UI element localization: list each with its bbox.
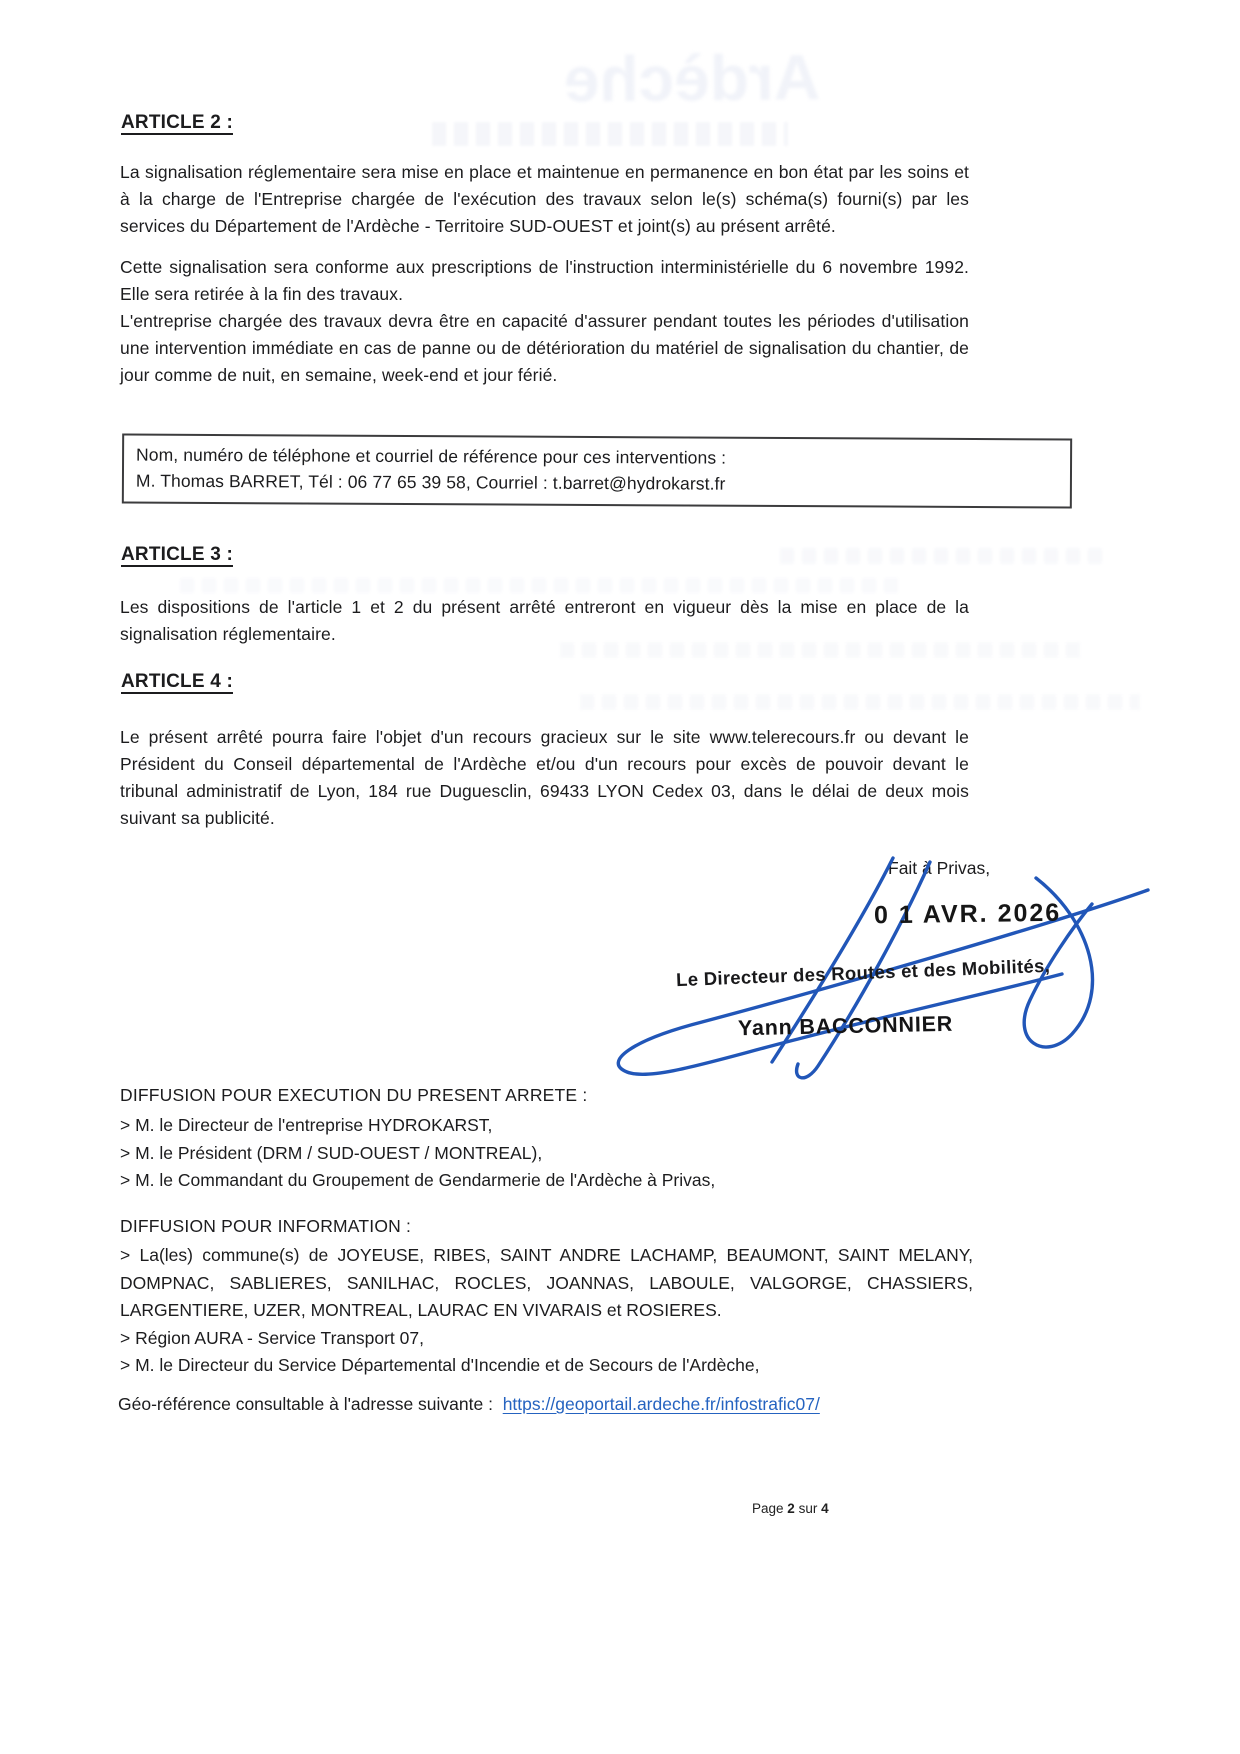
diffusion-execution-item: > M. le Président (DRM / SUD-OUEST / MONTREAL), xyxy=(120,1142,543,1163)
diffusion-execution-item: > M. le Commandant du Groupement de Gendarmerie de l'Ardèche à Privas, xyxy=(120,1170,716,1190)
georeference-line xyxy=(118,1394,820,1415)
article2-paragraph-group xyxy=(120,254,969,389)
contact-box-line-1: Nom, numéro de téléphone et courriel de référence pour ces interventions : xyxy=(136,444,727,468)
diffusion-information-item: > M. le Directeur du Service Départemental d'Incendie et de Secours de l'Ardèche, xyxy=(120,1355,760,1375)
signatory-title: Le Directeur des Routes et des Mobilités, xyxy=(675,954,1051,991)
article3-paragraph-1: Les dispositions de l'article 1 et 2 du présent arrêté entreront en vigueur dès la mise en place de la signalisation réglementaire. xyxy=(120,597,969,644)
diffusion-information-heading: DIFFUSION POUR INFORMATION : xyxy=(120,1216,412,1236)
page-footer xyxy=(752,1501,829,1516)
signatory-name: Yann BACCONNIER xyxy=(737,1011,954,1041)
diffusion-information-list xyxy=(120,1242,973,1380)
date-stamp: 0 1 AVR. 2026 xyxy=(873,898,1062,930)
article2-paragraph-2: Cette signalisation sera conforme aux prescriptions de l'instruction interministérielle du 6 novembre 1992. Elle sera retirée à la fin des travaux. xyxy=(120,257,969,304)
bleed-through-artifact xyxy=(180,578,900,593)
footer-page-number: 2 xyxy=(787,1501,795,1516)
diffusion-execution-item: > M. le Directeur de l'entreprise HYDROKARST, xyxy=(120,1115,493,1135)
diffusion-information-item: > Région AURA - Service Transport 07, xyxy=(120,1327,424,1348)
bleed-through-artifact: Ardèche xyxy=(563,41,821,116)
footer-sur-word: sur xyxy=(798,1501,818,1516)
bleed-through-artifact xyxy=(580,694,1140,710)
georeference-label: Géo-référence consultable à l'adresse suivante : xyxy=(118,1394,493,1414)
footer-page-word: Page xyxy=(752,1501,784,1516)
article2-paragraph-1: La signalisation réglementaire sera mise en place et maintenue en permanence en bon état par les soins et à la charge de l'Entreprise chargée de l'exécution des travaux selon le(s) schéma(s) fourni(s) par les services du Département de l'Ardèche - Territoire SUD-OUEST et joint(s) au présent arrêté. xyxy=(120,162,969,236)
footer-page-total: 4 xyxy=(821,1501,829,1516)
article2-heading: ARTICLE 2 : xyxy=(121,112,233,133)
contact-box-line-2: M. Thomas BARRET, Tél : 06 77 65 39 58, Courriel : t.barret@hydrokarst.fr xyxy=(135,470,726,494)
article2-paragraph-3: L'entreprise chargée des travaux devra être en capacité d'assurer pendant toutes les périodes d'utilisation une intervention immédiate en cas de panne ou de détérioration du matériel de signalisation du chantier, de jour comme de nuit, en semaine, week-end et jour férié. xyxy=(120,311,969,385)
article3-heading: ARTICLE 3 : xyxy=(121,544,233,565)
article4-paragraph-1: Le présent arrêté pourra faire l'objet d'un recours gracieux sur le site www.telerecours.fr ou devant le Président du Conseil départemental de l'Ardèche et/ou d'un recours pour excès de pouvoir devant le tribunal administratif de Lyon, 184 rue Duguesclin, 69433 LYON Cedex 03, dans le délai de deux mois suivant sa publicité. xyxy=(120,727,969,828)
bleed-through-artifact xyxy=(780,548,1110,564)
diffusion-information-item: > La(les) commune(s) de JOYEUSE, RIBES, SAINT ANDRE LACHAMP, BEAUMONT, SAINT MELANY, DOMPNAC, SABLIERES, SANILHAC, ROCLES, JOANNAS, LABOULE, VALGORGE, CHASSIERS, LARGENTIERE, UZER, MONTREAL, LAURAC EN VIVARAIS et ROSIERES. xyxy=(120,1245,973,1320)
signature-place-line: Fait à Privas, xyxy=(888,858,991,878)
georeference-link[interactable]: https://geoportail.ardeche.fr/infostrafic07/ xyxy=(502,1394,820,1414)
diffusion-execution-list xyxy=(120,1112,972,1195)
article4-heading: ARTICLE 4 : xyxy=(121,671,233,692)
contact-info-box xyxy=(122,434,1072,509)
diffusion-execution-heading: DIFFUSION POUR EXECUTION DU PRESENT ARRETE : xyxy=(120,1085,588,1105)
bleed-through-artifact xyxy=(432,122,788,146)
